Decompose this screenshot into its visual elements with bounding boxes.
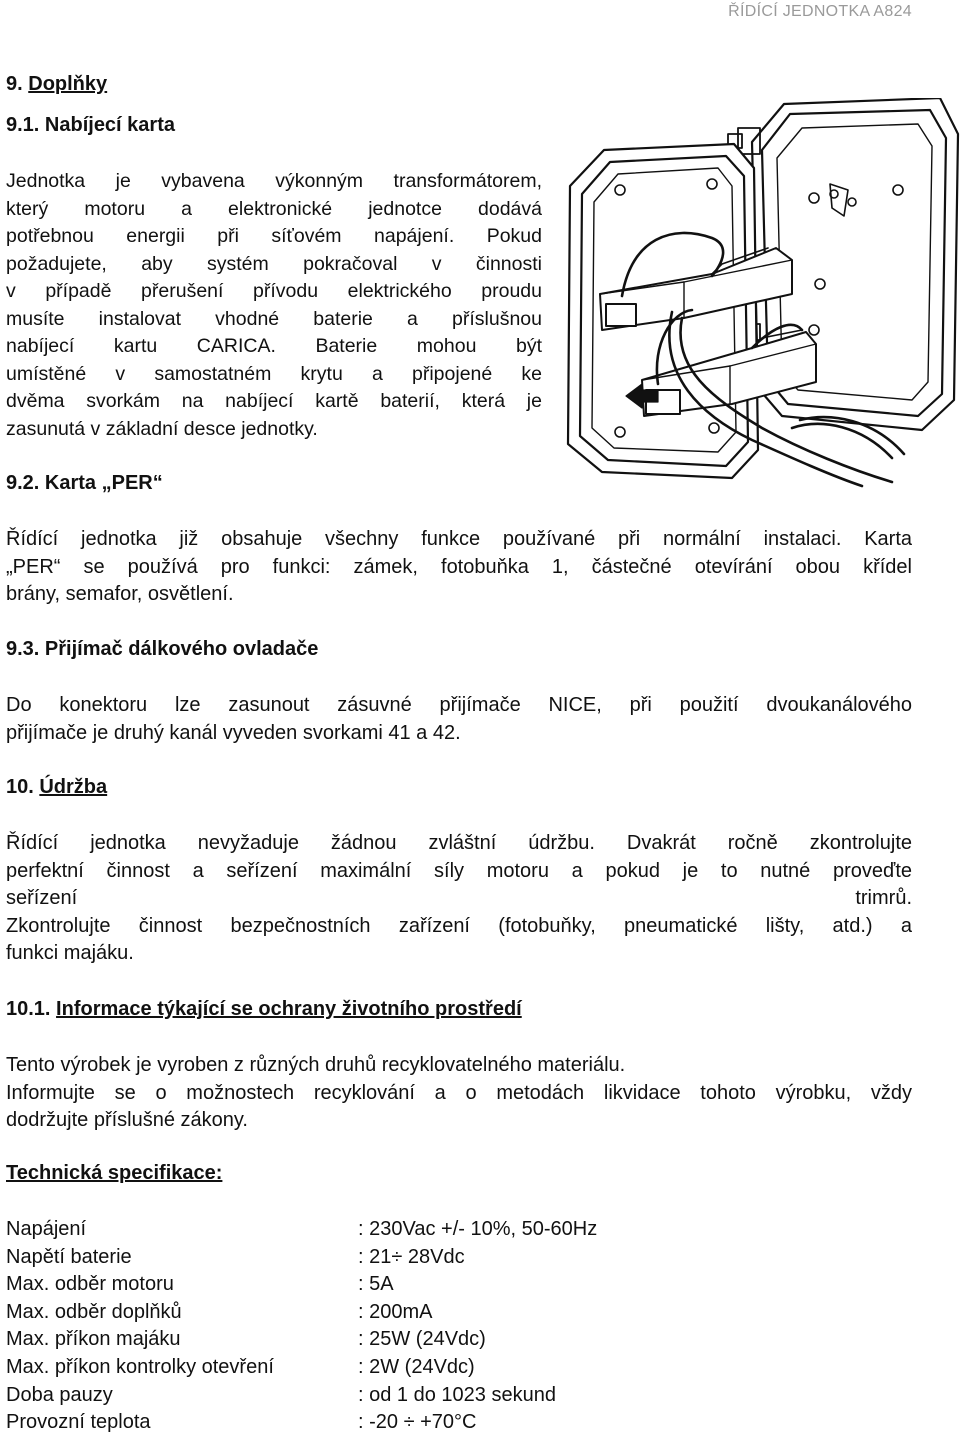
paragraph-line: „PER“ se používá pro funkci: zámek, fotobuňka 1, částečné otevírání obou křídel <box>6 555 912 578</box>
spec-heading: Technická specifikace: <box>6 1162 223 1184</box>
paragraph-line: Do konektoru lze zasunout zásuvné přijímače NICE, při použití dvoukanálového <box>6 694 912 716</box>
spec-value: : 21÷ 28Vdc <box>358 1245 465 1268</box>
section-9-title: Doplňky <box>28 73 108 95</box>
spec-value: : od 1 do 1023 sekund <box>358 1383 556 1406</box>
section-10-number: 10. <box>6 776 40 798</box>
spec-value: : 2W (24Vdc) <box>358 1355 475 1378</box>
battery-enclosure-illustration <box>562 98 960 490</box>
section-9-heading <box>6 73 107 96</box>
spec-label: Max. příkon kontrolky otevření <box>6 1355 274 1378</box>
spec-value: : 25W (24Vdc) <box>358 1328 486 1351</box>
paragraph-line: který motoru a elektronické jednotce dodává <box>6 197 542 220</box>
paragraph-line: musíte instalovat vhodné baterie a příslušnou <box>6 307 542 330</box>
section-9-1-heading: 9.1. Nabíjecí karta <box>6 114 175 136</box>
section-10-title: Údržba <box>39 776 108 798</box>
spec-value: : 5A <box>358 1273 394 1296</box>
spec-row <box>6 1271 597 1299</box>
paragraph-line: dodržujte příslušné zákony. <box>6 1109 248 1131</box>
running-header: ŘÍDÍCÍ JEDNOTKA A824 <box>728 3 912 20</box>
paragraph-line: funkci majáku. <box>6 942 134 964</box>
section-9-2-heading: 9.2. Karta „PER“ <box>6 472 163 494</box>
spec-label: Napětí baterie <box>6 1245 132 1268</box>
paragraph-line: Informujte se o možnostech recyklování a o metodách likvidace tohoto výrobku, vždy <box>6 1081 912 1104</box>
section-9-3-heading: 9.3. Přijímač dálkového ovladače <box>6 638 319 660</box>
section-10-paragraph <box>6 830 912 968</box>
paragraph-line: umístěné v samostatném krytu a připojené ke <box>6 362 542 385</box>
spec-row <box>6 1299 597 1327</box>
section-9-1-paragraph <box>6 168 542 443</box>
spec-label: Doba pauzy <box>6 1383 113 1406</box>
paragraph-line: přijímače je druhý kanál vyveden svorkami 41 a 42. <box>6 721 461 744</box>
paragraph-line: Zkontrolujte činnost bezpečnostních zařízení (fotobuňky, pneumatické lišty, atd.) a <box>6 914 912 937</box>
section-9-number: 9. <box>6 73 29 95</box>
paragraph-line: potřebnou energii při síťovém napájení. Pokud <box>6 225 542 247</box>
spec-label: Max. odběr motoru <box>6 1273 174 1296</box>
spec-value: : 200mA <box>358 1300 433 1323</box>
paragraph-line: brány, semafor, osvětlení. <box>6 583 234 605</box>
section-9-3-paragraph <box>6 692 912 747</box>
spec-label: Napájení <box>6 1218 87 1240</box>
section-9-2-paragraph <box>6 526 912 609</box>
section-10-1-title: Informace týkající se ochrany životního prostředí <box>56 998 522 1020</box>
paragraph-line: zasunutá v základní desce jednotky. <box>6 417 318 440</box>
spec-label: Max. odběr doplňků <box>6 1300 182 1323</box>
paragraph-line: v případě přerušení přívodu elektrického proudu <box>6 280 542 302</box>
paragraph-line: Řídící jednotka nevyžaduje žádnou zvláštní údržbu. Dvakrát ročně zkontrolujte <box>6 832 912 854</box>
paragraph-line: Jednotka je vybavena výkonným transformátorem, <box>6 170 542 192</box>
paragraph-line: perfektní činnost a seřízení maximální síly motoru a pokud je to nutné proveďte <box>6 859 912 882</box>
section-10-1-number: 10.1. <box>6 998 57 1020</box>
paragraph-line: seřízení trimrů. <box>6 887 912 909</box>
spec-row <box>6 1216 597 1244</box>
spec-table <box>6 1216 597 1437</box>
spec-label: Provozní teplota <box>6 1411 151 1434</box>
paragraph-line: dvěma svorkám na nabíjecí kartě baterií, která je <box>6 390 542 412</box>
spec-value: : -20 ÷ +70°C <box>358 1411 477 1434</box>
spec-row <box>6 1326 597 1354</box>
paragraph-line: Řídící jednotka již obsahuje všechny funkce používané při normální instalaci. Karta <box>6 528 912 550</box>
paragraph-line: Tento výrobek je vyroben z různých druhů recyklovatelného materiálu. <box>6 1054 626 1076</box>
paragraph-line: požadujete, aby systém pokračoval v činnosti <box>6 252 542 275</box>
spec-row <box>6 1382 597 1410</box>
spec-row <box>6 1409 597 1437</box>
spec-row <box>6 1244 597 1272</box>
spec-row <box>6 1354 597 1382</box>
spec-value: : 230Vac +/- 10%, 50-60Hz <box>358 1218 598 1240</box>
paragraph-line: nabíjecí kartu CARICA. Baterie mohou být <box>6 335 542 357</box>
section-10-1-heading <box>6 998 522 1021</box>
section-10-heading <box>6 776 107 799</box>
section-10-1-paragraph <box>6 1052 912 1135</box>
spec-label: Max. příkon majáku <box>6 1328 181 1351</box>
